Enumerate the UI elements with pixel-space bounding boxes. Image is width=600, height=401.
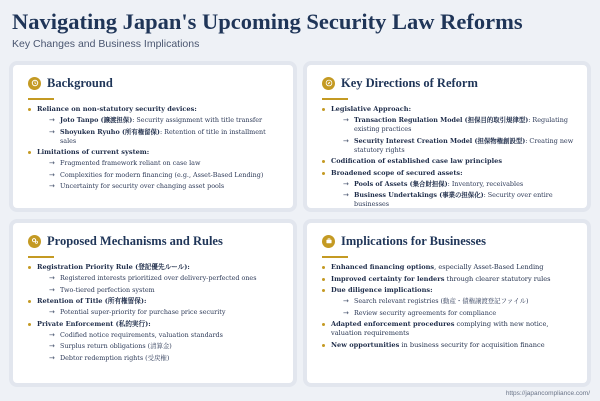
sub-item-text: Potential super-priority for purchase price security [60, 308, 226, 316]
sub-item-text: Codified notice requirements, valuation standards [60, 330, 223, 339]
sub-list-item [343, 116, 575, 134]
sub-item-text: Debtor redemption rights (受戻権) [60, 353, 170, 362]
sub-list-item [49, 286, 281, 295]
sub-item-text: : Inventory, receivables [447, 179, 524, 188]
item-bold-text: Broadened scope of secured assets: [331, 168, 463, 177]
sub-list-item [49, 342, 281, 351]
card-title: Key Directions of Reform [341, 75, 478, 90]
list-item [322, 169, 575, 210]
briefcase-icon [322, 235, 335, 248]
item-text: complying with new notice, valuation requirements [331, 320, 549, 337]
sub-list-item [343, 137, 575, 155]
list-item [322, 341, 575, 350]
card-item-list [13, 258, 293, 363]
item-bold-text: Improved certainty for lenders [331, 274, 445, 283]
page-title: Navigating Japan's Upcoming Security Law Reforms [12, 9, 523, 34]
sub-list [37, 274, 281, 295]
sub-item-text: Review security agreements for compliance [354, 308, 497, 317]
sub-item-bold-text: Shoyuken Ryuho (所有権留保) [60, 127, 160, 136]
page-header [12, 8, 523, 50]
sub-list-item [49, 171, 281, 180]
list-item [322, 286, 575, 318]
item-bold-text: Due diligence implications: [331, 286, 433, 294]
list-item [322, 275, 575, 284]
sub-item-text: : Security assignment with title transfer [132, 116, 263, 124]
item-bold-text: Legislative Approach: [331, 105, 412, 113]
item-bold-text: Limitations of current system: [37, 148, 150, 156]
sub-item-text: : Security over entire businesses [354, 191, 553, 208]
sub-list-item [49, 308, 281, 317]
card-background [13, 65, 293, 208]
item-bold-text: Adapted enforcement procedures [331, 320, 455, 328]
sub-item-bold-text: Business Undertakings (事業の担保化) [354, 191, 484, 199]
list-item [28, 297, 281, 317]
sub-item-text: : Regulating existing practices [354, 116, 568, 133]
compass-icon [322, 77, 335, 90]
item-bold-text: Enhanced financing options [331, 263, 435, 271]
sub-list [331, 116, 575, 155]
list-item [28, 148, 281, 191]
sub-item-text: Registered interests prioritized over delivery-perfected ones [60, 274, 257, 282]
card-title: Implications for Businesses [341, 233, 486, 248]
card-item-list [307, 100, 587, 209]
sub-list-item [49, 331, 281, 340]
sub-item-bold-text: Joto Tanpo (譲渡担保) [60, 116, 133, 124]
card-proposed-mechanisms [13, 223, 293, 383]
sub-list-item [343, 180, 575, 189]
sub-list [331, 180, 575, 210]
card-title: Background [47, 75, 113, 90]
history-icon [28, 77, 41, 90]
item-bold-text: Retention of Title (所有権留保): [37, 297, 147, 305]
sub-item-text: : Retention of title in installment sales [60, 127, 266, 145]
sub-list [37, 116, 281, 146]
sub-item-text: Fragmented framework reliant on case law [60, 159, 201, 167]
item-bold-text: Private Enforcement (私的実行): [37, 319, 151, 328]
footer-url: https://japancompliance.com/ [505, 390, 590, 397]
sub-list-item [343, 191, 575, 209]
sub-item-text: Uncertainty for security over changing asset pools [60, 182, 225, 190]
sub-list-item [49, 274, 281, 283]
list-item [322, 320, 575, 338]
sub-list [37, 159, 281, 191]
item-bold-text: Registration Priority Rule (登記優先ルール): [37, 263, 190, 271]
sub-list [37, 308, 281, 317]
sub-item-text: Search relevant registries (動産・債権譲渡登記ファイル) [354, 297, 529, 305]
list-item [28, 105, 281, 146]
item-bold-text: New opportunities [331, 340, 400, 349]
sub-item-text: Complexities for modern financing (e.g., Asset-Based Lending) [60, 170, 264, 179]
sub-list [331, 297, 575, 318]
list-item [28, 320, 281, 363]
item-bold-text: Codification of established case law principles [331, 157, 503, 165]
card-title: Proposed Mechanisms and Rules [47, 233, 223, 248]
sub-list-item [49, 354, 281, 363]
item-text: , especially Asset-Based Lending [434, 263, 544, 271]
sub-list-item [49, 159, 281, 168]
item-text: in business security for acquisition finance [399, 340, 545, 349]
sub-list [37, 331, 281, 363]
list-item [322, 105, 575, 155]
sub-item-text: : Creating new statutory rights [354, 136, 574, 154]
sub-list-item [343, 309, 575, 318]
list-item [322, 157, 575, 166]
sub-item-text: Surplus return obligations (清算金) [60, 342, 172, 350]
list-item [322, 263, 575, 272]
list-item [28, 263, 281, 295]
item-bold-text: Reliance on non-statutory security devices: [37, 105, 197, 113]
sub-item-bold-text: Security Interest Creation Model (担保物権創設型) [354, 136, 526, 145]
item-text: through clearer statutory rules [444, 274, 551, 283]
gears-icon [28, 235, 41, 248]
card-implications [307, 223, 587, 383]
sub-item-bold-text: Pools of Assets (集合財担保) [354, 179, 448, 188]
sub-item-bold-text: Transaction Regulation Model (担保目的取引規律型) [354, 116, 529, 124]
sub-list-item [49, 128, 281, 146]
sub-list-item [343, 297, 575, 306]
card-item-list [307, 258, 587, 350]
sub-list-item [49, 116, 281, 125]
page-subtitle: Key Changes and Business Implications [12, 38, 200, 50]
card-item-list [13, 100, 293, 191]
sub-item-text: Two-tiered perfection system [60, 285, 155, 294]
card-key-directions [307, 65, 587, 208]
sub-list-item [49, 182, 281, 191]
